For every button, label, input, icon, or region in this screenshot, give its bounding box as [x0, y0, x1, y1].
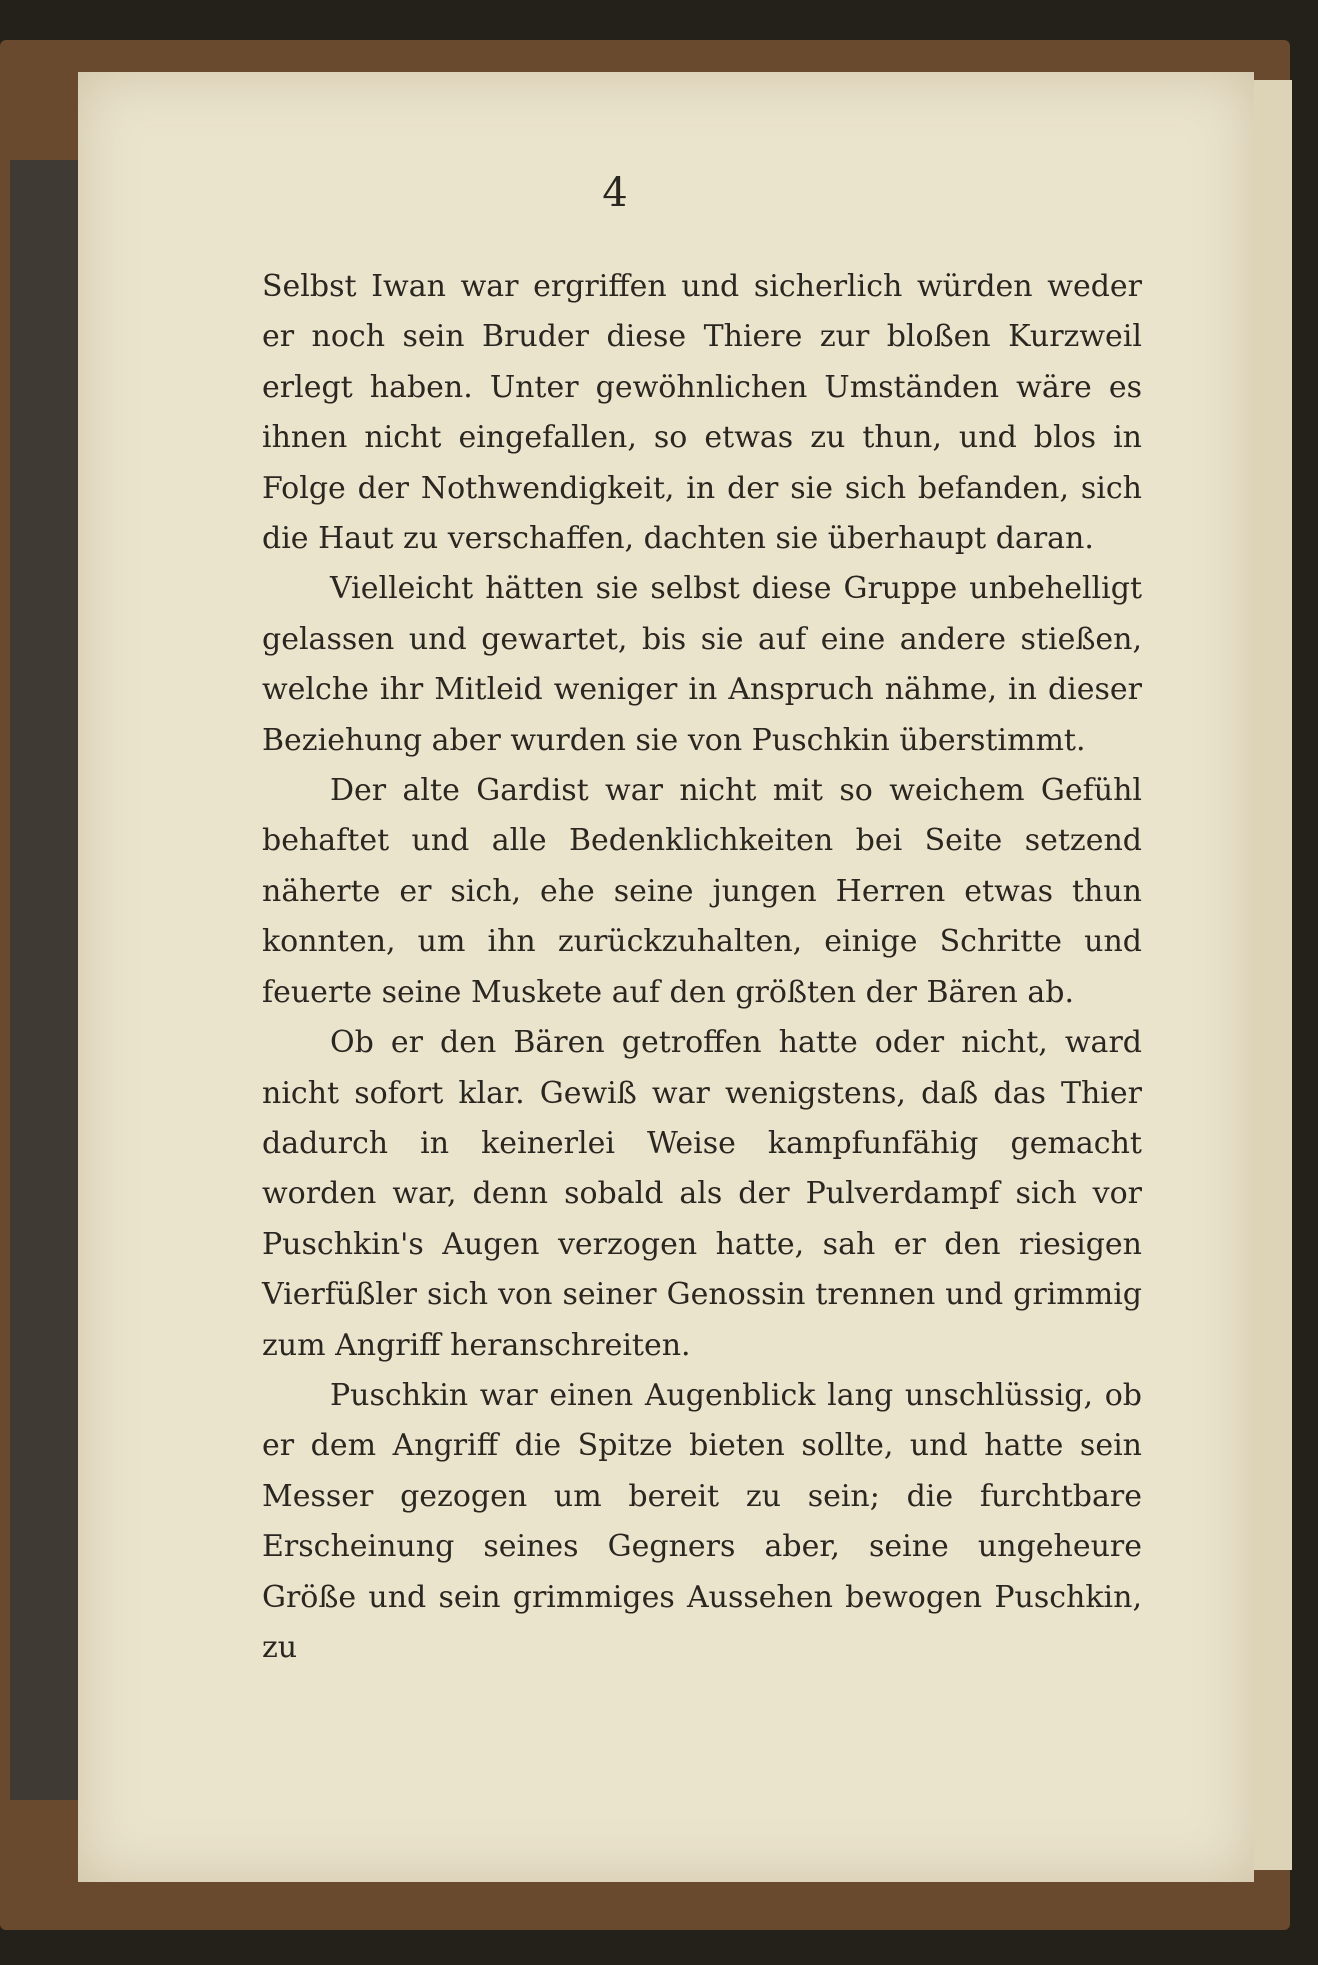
paragraph-4: Ob er den Bären getroffen hatte oder nicht, ward nicht sofort klar. Gewiß war wenigstens, daß das Thier dadurch in keinerlei Weise kampfunfähig gemacht worden war, denn sobald als der Pulverdampf sich vor Puschkin's Augen verzogen hatte, sah er den riesigen Vierfüßler sich von seiner Genossin trennen und grimmig zum Angriff heranschreiten. [262, 1025, 1142, 1363]
paragraph-5: Puschkin war einen Augenblick lang unschlüssig, ob er dem Angriff die Spitze bieten sollte, und hatte sein Messer gezogen um bereit zu sein; die furchtbare Erscheinung seines Gegners aber, seine ungeheure Größe und sein grimmiges Aussehen bewogen Puschkin, zu [262, 1377, 1142, 1665]
page-number: 4 [602, 170, 628, 216]
page-text [262, 262, 1142, 1673]
paragraph-1: Selbst Iwan war ergriffen und sicherlich würden weder er noch sein Bruder diese Thiere zur bloßen Kurzweil erlegt haben. Unter gewöhnlichen Umständen wäre es ihnen nicht eingefallen, so etwas zu thun, und blos in Folge der Nothwendigkeit, in der sie sich befanden, sich die Haut zu verschaffen, dachten sie überhaupt daran. [262, 269, 1142, 557]
paragraph-3: Der alte Gardist war nicht mit so weichem Gefühl behaftet und alle Bedenklichkeiten bei Seite setzend näherte er sich, ehe seine jungen Herren etwas thun konnten, um ihn zurückzuhalten, einige Schritte und feuerte seine Muskete auf den größten der Bären ab. [262, 773, 1142, 1010]
next-page-edge [1252, 80, 1292, 1870]
cover-cloth-spine [10, 160, 83, 1800]
paragraph-2: Vielleicht hätten sie selbst diese Gruppe unbehelligt gelassen und gewartet, bis sie auf eine andere stießen, welche ihr Mitleid weniger in Anspruch nähme, in dieser Beziehung aber wurden sie von Puschkin überstimmt. [262, 571, 1142, 758]
